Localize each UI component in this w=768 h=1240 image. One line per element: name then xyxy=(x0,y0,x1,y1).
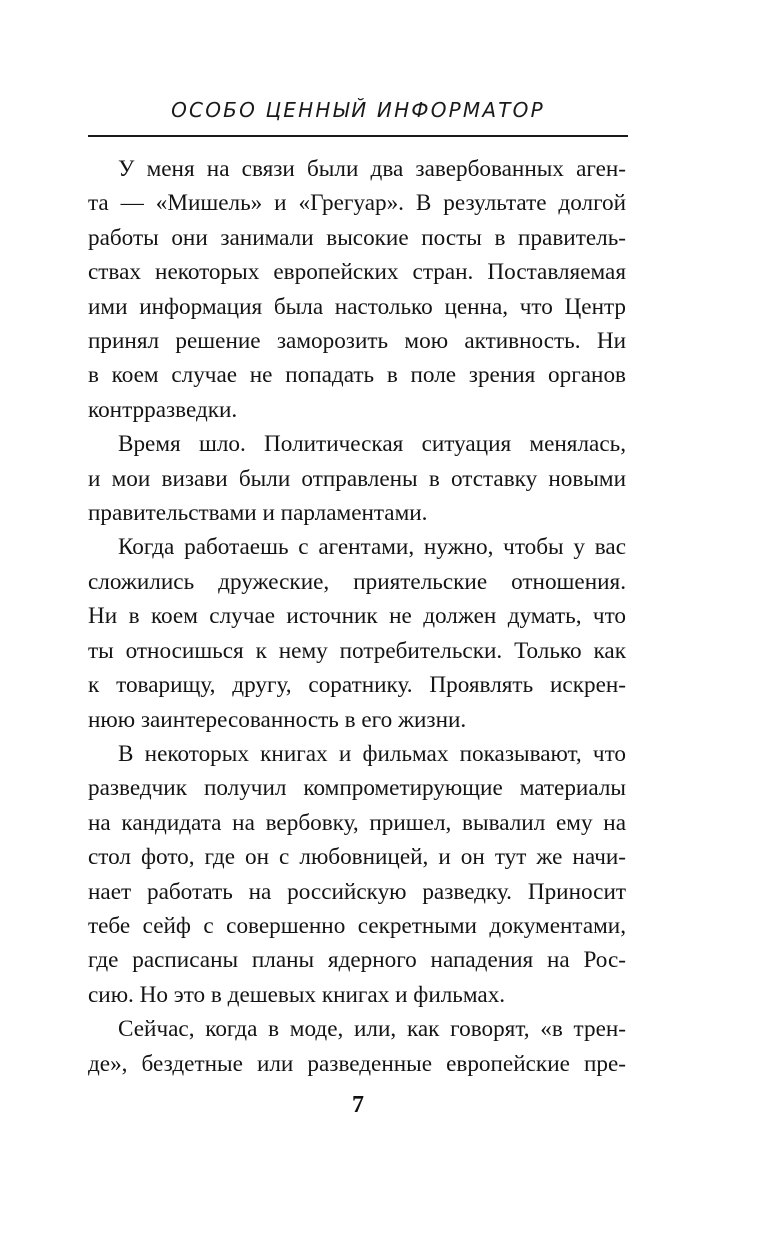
text-line: ими информация была настолько ценна, что Центр xyxy=(88,293,626,320)
text-line: ствах некоторых европейских стран. Поставляемая xyxy=(88,259,626,286)
text-line: принял решение заморозить мою активность. Ни xyxy=(88,328,626,355)
text-line: В некоторых книгах и фильмах показывают, что xyxy=(118,740,626,767)
text-line: Время шло. Политическая ситуация менялась, xyxy=(118,431,626,458)
paragraph-4 xyxy=(88,737,626,1012)
body-text xyxy=(88,152,626,1081)
text-line: нает работать на российскую разведку. Приносит xyxy=(88,878,626,905)
paragraph-5 xyxy=(88,1012,626,1081)
running-head: ОСОБО ЦЕННЫЙ ИНФОРМАТОР xyxy=(171,98,545,122)
text-line: сию. Но это в дешевых книгах и фильмах. xyxy=(88,981,506,1008)
text-line: стол фото, где он с любовницей, и он тут же начи- xyxy=(88,844,626,871)
text-line: Когда работаешь с агентами, нужно, чтобы у вас xyxy=(118,534,626,561)
text-line: ты относишься к нему потребительски. Только как xyxy=(88,637,626,664)
text-line: та — «Мишель» и «Грегуар». В результате долгой xyxy=(88,190,626,217)
text-line: У меня на связи были два завербованных аген- xyxy=(118,156,626,182)
page-number: 7 xyxy=(352,1092,364,1118)
header-rule xyxy=(88,135,628,137)
text-line: и мои визави были отправлены в отставку новыми xyxy=(88,465,626,492)
paragraph-3 xyxy=(88,530,626,736)
text-line: тебе сейф с совершенно секретными документами, xyxy=(88,912,626,939)
text-line: на кандидата на вербовку, пришел, вывалил ему на xyxy=(88,809,626,836)
paragraph-2 xyxy=(88,427,626,530)
text-line: нюю заинтересованность в его жизни. xyxy=(88,706,467,733)
text-line: в коем случае не попадать в поле зрения органов xyxy=(88,362,626,389)
text-line: правительствами и парламентами. xyxy=(88,500,428,527)
text-line: к товарищу, другу, соратнику. Проявлять искрен- xyxy=(88,672,626,699)
text-line: разведчик получил компрометирующие материалы xyxy=(88,775,626,802)
paragraph-1 xyxy=(88,152,626,427)
text-line: сложились дружеские, приятельские отношения. xyxy=(88,568,626,595)
text-line: де», бездетные или разведенные европейские пре- xyxy=(88,1050,626,1077)
text-line: Сейчас, когда в моде, или, как говорят, «в трен- xyxy=(118,1016,626,1043)
text-line: контрразведки. xyxy=(88,396,238,423)
text-line: где расписаны планы ядерного нападения на Рос- xyxy=(88,947,626,974)
text-line: работы они занимали высокие посты в правитель- xyxy=(88,224,626,251)
text-line: Ни в коем случае источник не должен думать, что xyxy=(88,603,626,630)
